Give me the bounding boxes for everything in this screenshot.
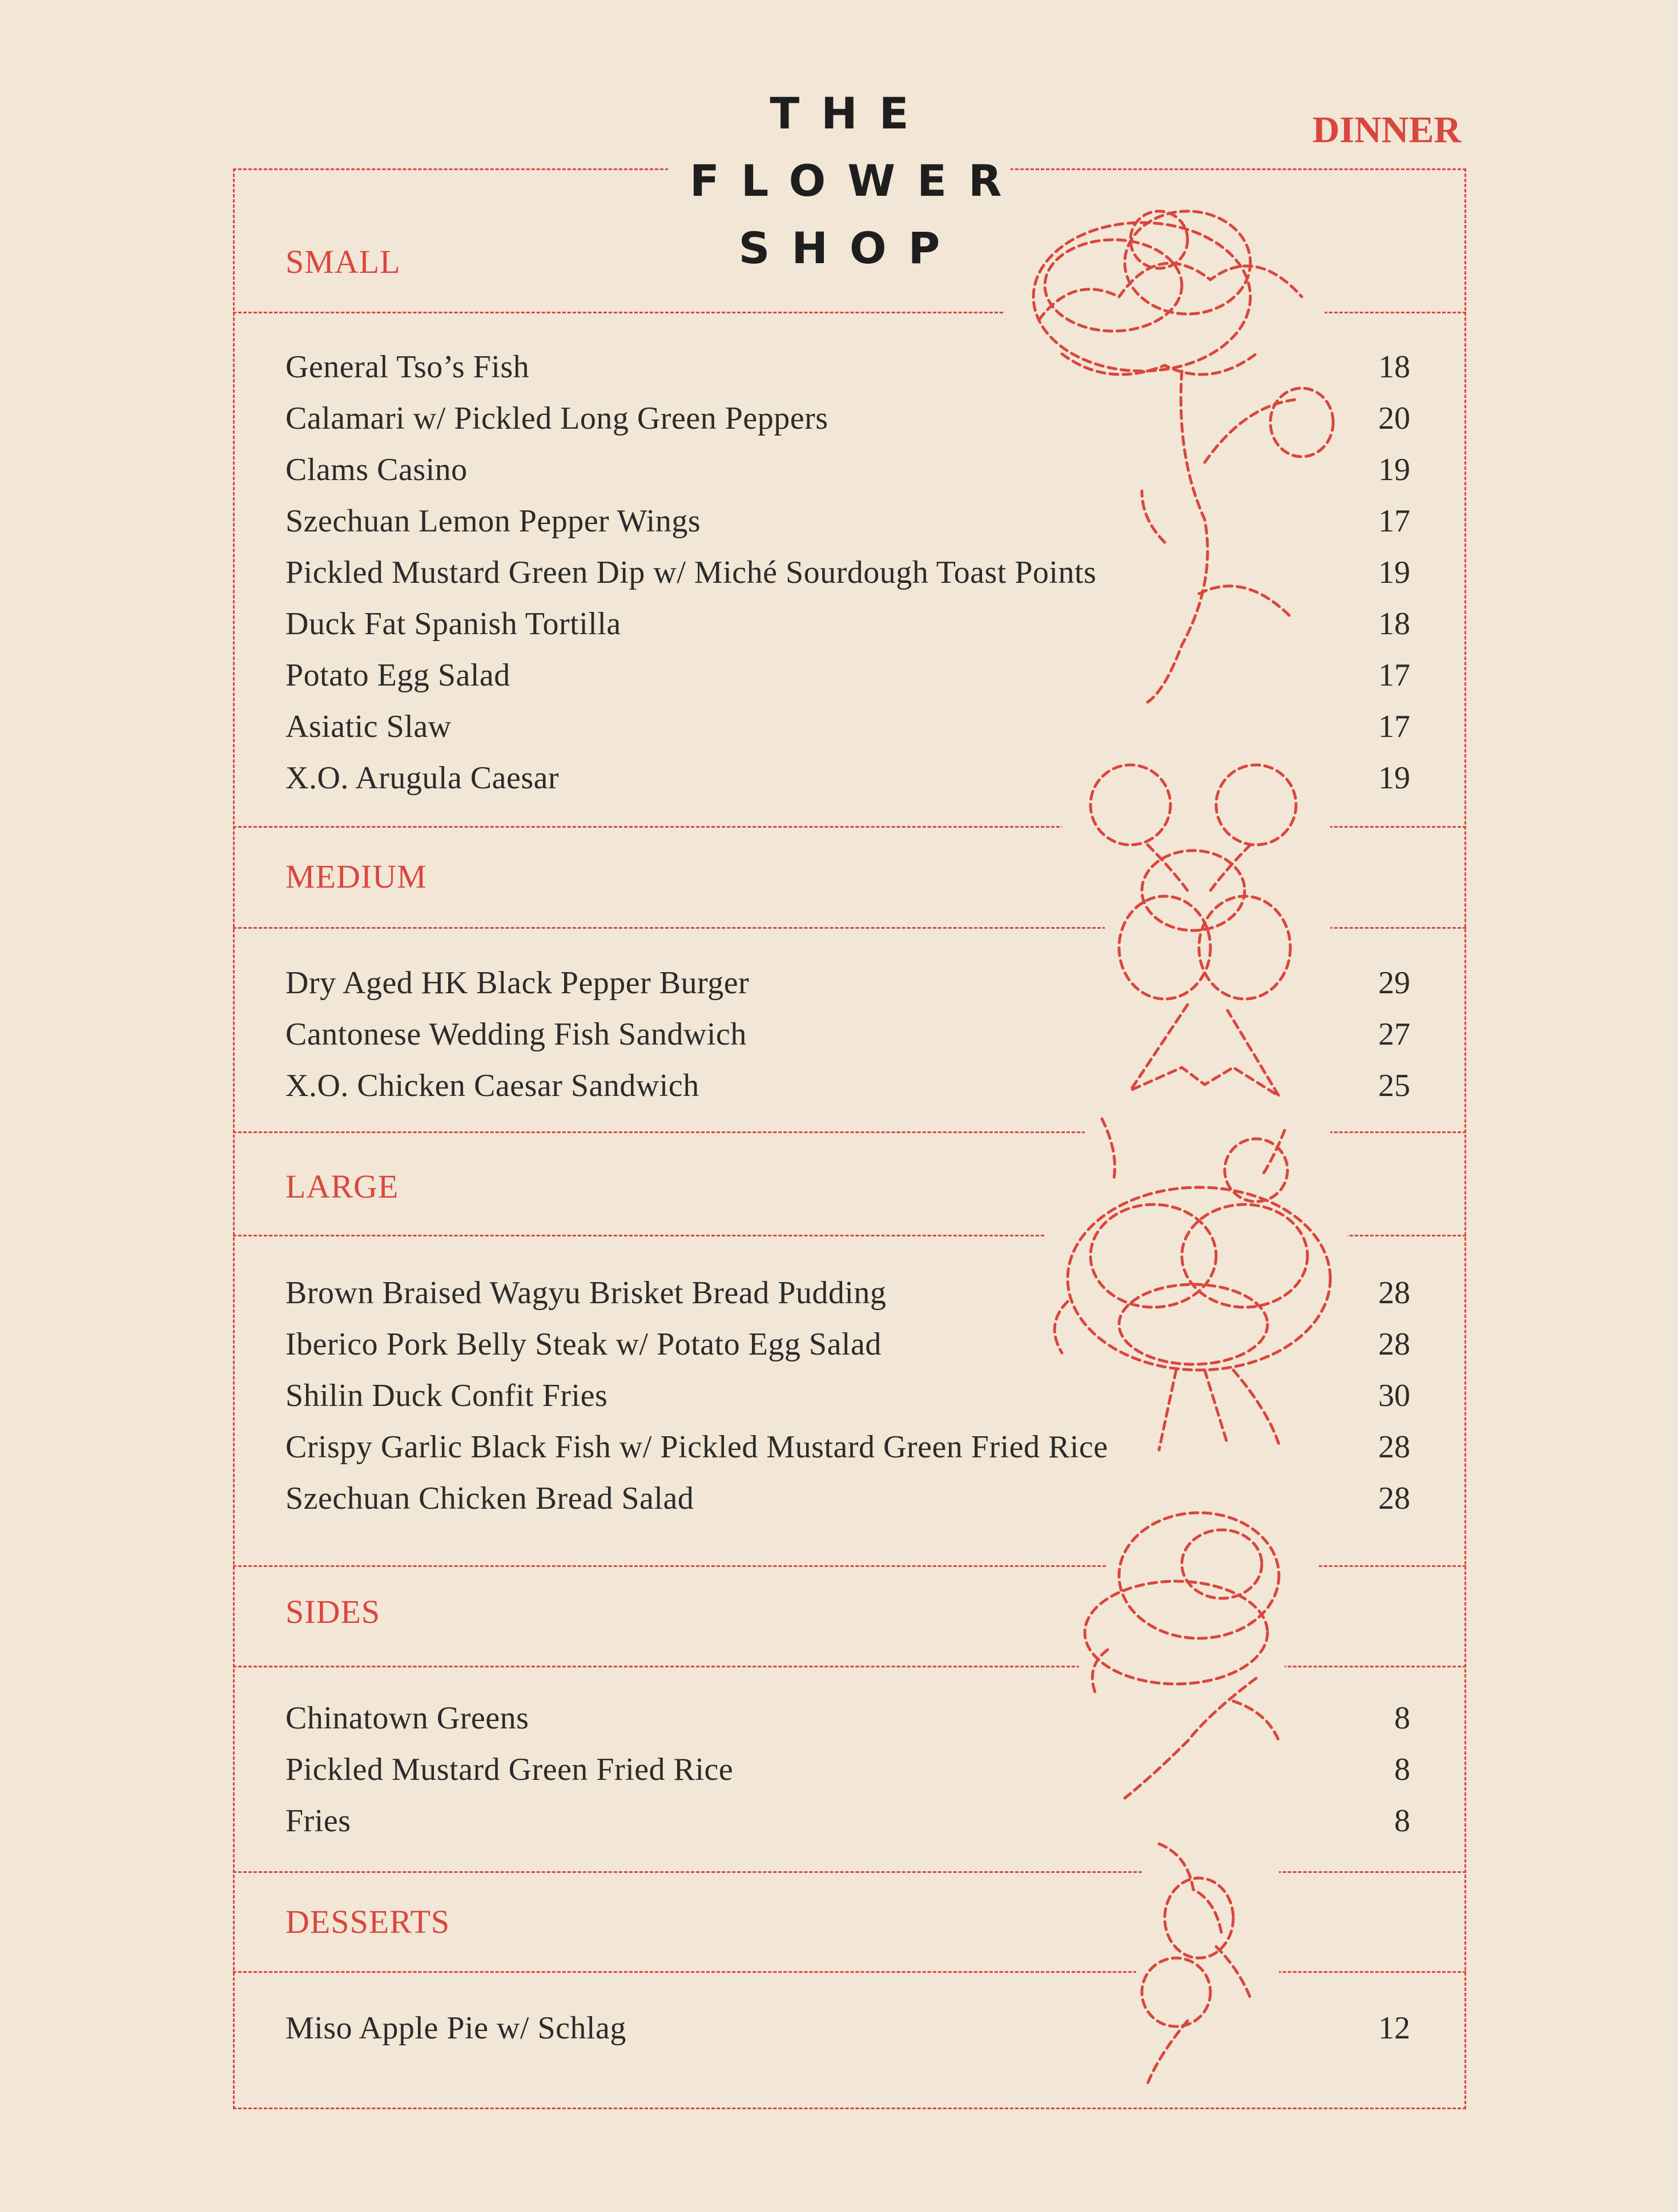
item-name: Szechuan Lemon Pepper Wings (285, 503, 701, 539)
menu-item (285, 547, 1410, 598)
menu-item (285, 1009, 1410, 1060)
section-divider (233, 927, 1466, 929)
menu-item (285, 1319, 1410, 1370)
section-heading-desserts: DESSERTS (285, 1903, 450, 1940)
item-price: 28 (1378, 1429, 1410, 1465)
menu-item (285, 1370, 1410, 1421)
item-price: 18 (1378, 349, 1410, 385)
item-name: Duck Fat Spanish Tortilla (285, 606, 621, 642)
item-name: X.O. Chicken Caesar Sandwich (285, 1068, 699, 1103)
item-name: Szechuan Chicken Bread Salad (285, 1481, 694, 1516)
section-heading-large: LARGE (285, 1168, 399, 1205)
section-divider (233, 1565, 1466, 1567)
item-price: 17 (1378, 658, 1410, 693)
menu-item (285, 650, 1410, 701)
menu-item (285, 2003, 1410, 2054)
menu-item (285, 1060, 1410, 1111)
item-name: Dry Aged HK Black Pepper Burger (285, 965, 750, 1001)
item-name: Asiatic Slaw (285, 709, 452, 744)
item-name: Cantonese Wedding Fish Sandwich (285, 1017, 747, 1052)
item-price: 18 (1378, 606, 1410, 642)
item-name: Brown Braised Wagyu Brisket Bread Pudding (285, 1275, 887, 1311)
item-price: 28 (1378, 1327, 1410, 1362)
item-price: 27 (1378, 1017, 1410, 1052)
item-name: Pickled Mustard Green Dip w/ Miché Sourdough Toast Points (285, 555, 1097, 590)
section-items-large (285, 1267, 1410, 1524)
section-heading-medium: MEDIUM (285, 858, 427, 895)
restaurant-title (668, 80, 1024, 282)
item-price: 12 (1378, 2010, 1410, 2046)
menu-item (285, 1421, 1410, 1473)
menu-item (285, 1795, 1410, 1847)
item-name: Crispy Garlic Black Fish w/ Pickled Mustard Green Fried Rice (285, 1429, 1108, 1465)
item-name: Pickled Mustard Green Fried Rice (285, 1752, 734, 1787)
menu-item (285, 1473, 1410, 1524)
item-name: Shilin Duck Confit Fries (285, 1378, 608, 1413)
menu-item (285, 444, 1410, 495)
section-items-desserts (285, 2003, 1410, 2054)
section-divider (233, 312, 1466, 313)
section-divider (233, 1235, 1466, 1236)
item-price: 8 (1394, 1803, 1410, 1839)
section-divider (233, 1871, 1466, 1873)
item-name: Miso Apple Pie w/ Schlag (285, 2010, 626, 2046)
item-price: 19 (1378, 452, 1410, 487)
item-name: Clams Casino (285, 452, 468, 487)
item-name: Iberico Pork Belly Steak w/ Potato Egg Salad (285, 1327, 882, 1362)
section-items-medium (285, 957, 1410, 1111)
menu-item (285, 495, 1410, 547)
title-line-3: SHOP (738, 223, 962, 273)
menu-item (285, 1693, 1410, 1744)
item-price: 17 (1378, 709, 1410, 744)
item-name: Chinatown Greens (285, 1701, 529, 1736)
item-price: 30 (1378, 1378, 1410, 1413)
item-price: 17 (1378, 503, 1410, 539)
item-price: 19 (1378, 760, 1410, 796)
item-name: Potato Egg Salad (285, 658, 510, 693)
menu-item (285, 598, 1410, 650)
item-price: 25 (1378, 1068, 1410, 1103)
section-heading-sides: SIDES (285, 1593, 381, 1630)
item-price: 19 (1378, 555, 1410, 590)
section-divider (233, 1131, 1466, 1133)
section-items-small (285, 341, 1410, 804)
menu-item (285, 701, 1410, 752)
item-price: 28 (1378, 1481, 1410, 1516)
menu-item (285, 752, 1410, 804)
item-price: 8 (1394, 1701, 1410, 1736)
item-price: 8 (1394, 1752, 1410, 1787)
section-items-sides (285, 1693, 1410, 1847)
item-name: Calamari w/ Pickled Long Green Peppers (285, 401, 828, 436)
section-divider (233, 1971, 1466, 1973)
menu-item (285, 393, 1410, 444)
menu-item (285, 341, 1410, 393)
menu-item (285, 1267, 1410, 1319)
title-line-1: THE (770, 88, 931, 139)
title-line-2: FLOWER (690, 155, 1024, 206)
item-name: Fries (285, 1803, 351, 1839)
menu-type-label: DINNER (1312, 109, 1461, 151)
menu-item (285, 957, 1410, 1009)
item-price: 28 (1378, 1275, 1410, 1311)
item-name: X.O. Arugula Caesar (285, 760, 560, 796)
section-divider (233, 826, 1466, 828)
item-name: General Tso’s Fish (285, 349, 530, 385)
menu-item (285, 1744, 1410, 1795)
section-heading-small: SMALL (285, 243, 401, 280)
section-divider (233, 1666, 1466, 1667)
item-price: 20 (1378, 401, 1410, 436)
item-price: 29 (1378, 965, 1410, 1001)
